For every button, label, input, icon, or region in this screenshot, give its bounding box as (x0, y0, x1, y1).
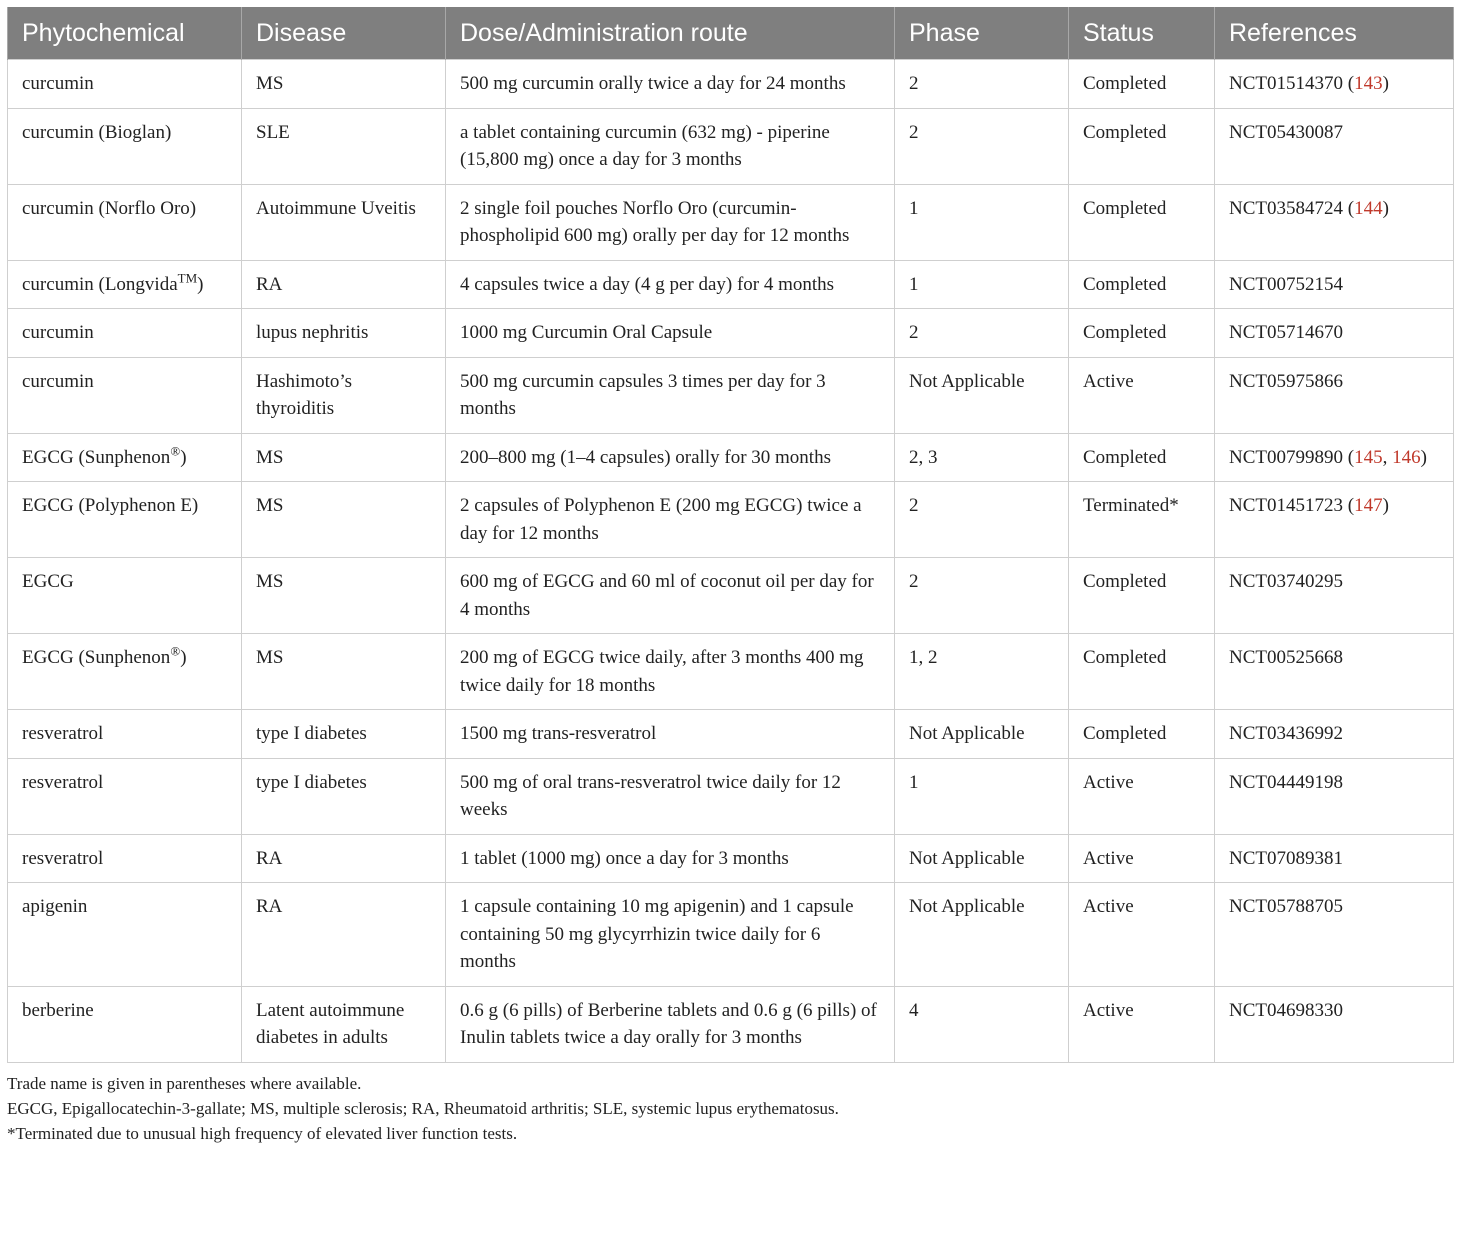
phytochemical-name-suffix: ) (180, 647, 187, 668)
reference-link[interactable]: 145 (1354, 446, 1383, 468)
table-row (8, 184, 1454, 260)
table-row (8, 758, 1454, 834)
cell-disease: RA (242, 834, 446, 883)
cell-dose: 600 mg of EGCG and 60 ml of coconut oil per day for 4 months (446, 558, 895, 634)
trial-id: NCT00525668 (1229, 647, 1343, 668)
cell-references (1215, 883, 1454, 987)
table-row (8, 986, 1454, 1062)
cell-status: Completed (1069, 184, 1215, 260)
cell-phase: Not Applicable (895, 834, 1069, 883)
cell-status: Terminated* (1069, 482, 1215, 558)
cell-phytochemical (8, 883, 242, 987)
phytochemical-name-suffix: ) (197, 273, 204, 295)
trial-id: NCT01514370 (1229, 73, 1343, 94)
table-row (8, 108, 1454, 184)
cell-references (1215, 986, 1454, 1062)
cell-references (1215, 710, 1454, 759)
cell-status: Completed (1069, 260, 1215, 309)
cell-phase: Not Applicable (895, 710, 1069, 759)
table-body (8, 60, 1454, 1063)
cell-status: Completed (1069, 634, 1215, 710)
column-header-phytochemical: Phytochemical (8, 7, 242, 60)
cell-references: NCT03584724 (144) (1215, 184, 1454, 260)
phytochemical-name: curcumin (Longvida (22, 273, 178, 295)
column-header-references: References (1215, 7, 1454, 60)
cell-disease: Latent autoimmune diabetes in adults (242, 986, 446, 1062)
cell-references: NCT01451723 (147) (1215, 482, 1454, 558)
reference-link[interactable]: 144 (1354, 197, 1383, 219)
table-footnotes (7, 1071, 1453, 1146)
phytochemical-name-suffix: ) (180, 446, 187, 468)
cell-references (1215, 834, 1454, 883)
table-row (8, 357, 1454, 433)
cell-status: Completed (1069, 108, 1215, 184)
cell-phase: 1 (895, 184, 1069, 260)
cell-status: Completed (1069, 558, 1215, 634)
trial-id: NCT03740295 (1229, 571, 1343, 592)
footnote: EGCG, Epigallocatechin-3-gallate; MS, multiple sclerosis; RA, Rheumatoid arthritis; SLE, systemic lupus erythematosus. (7, 1098, 839, 1118)
cell-dose: 200–800 mg (1–4 capsules) orally for 30 months (446, 433, 895, 482)
cell-disease: MS (242, 60, 446, 109)
cell-phase: 1, 2 (895, 634, 1069, 710)
trial-id: NCT05714670 (1229, 322, 1343, 343)
cell-dose: 0.6 g (6 pills) of Berberine tablets and 0.6 g (6 pills) of Inulin tablets twice a day orally for 3 months (446, 986, 895, 1062)
cell-dose: 1500 mg trans-resveratrol (446, 710, 895, 759)
cell-dose: 2 capsules of Polyphenon E (200 mg EGCG) twice a day for 12 months (446, 482, 895, 558)
cell-status: Completed (1069, 60, 1215, 109)
trademark-superscript: TM (177, 270, 198, 286)
phytochemical-name: curcumin (22, 322, 94, 343)
cell-phase: 4 (895, 986, 1069, 1062)
cell-references: NCT01514370 (143) (1215, 60, 1454, 109)
phytochemical-name: apigenin (22, 896, 88, 917)
cell-status: Active (1069, 357, 1215, 433)
cell-phase: 2 (895, 482, 1069, 558)
cell-status: Active (1069, 834, 1215, 883)
trial-id: NCT01451723 (1229, 495, 1343, 516)
cell-status: Completed (1069, 309, 1215, 358)
table-row (8, 883, 1454, 987)
trial-id: NCT04449198 (1229, 771, 1343, 793)
phytochemical-name: resveratrol (22, 847, 104, 869)
cell-phase: 2 (895, 60, 1069, 109)
table-row (8, 834, 1454, 883)
header-row (8, 7, 1454, 60)
cell-phytochemical (8, 309, 242, 358)
phytochemical-name: EGCG (Sunphenon (22, 647, 171, 668)
cell-status: Completed (1069, 710, 1215, 759)
cell-dose: 500 mg curcumin capsules 3 times per day for 3 months (446, 357, 895, 433)
reference-link[interactable]: 147 (1354, 495, 1383, 516)
cell-disease: SLE (242, 108, 446, 184)
footnote: *Terminated due to unusual high frequency of elevated liver function tests. (7, 1123, 518, 1143)
cell-status: Active (1069, 758, 1215, 834)
cell-phytochemical (8, 558, 242, 634)
trial-id: NCT00799890 (1229, 446, 1343, 468)
cell-phase: 2 (895, 108, 1069, 184)
cell-dose: 1 tablet (1000 mg) once a day for 3 months (446, 834, 895, 883)
cell-disease: lupus nephritis (242, 309, 446, 358)
cell-phytochemical (8, 986, 242, 1062)
cell-references (1215, 558, 1454, 634)
cell-dose: 1 capsule containing 10 mg apigenin) and 1 capsule containing 50 mg glycyrrhizin twice daily for 6 months (446, 883, 895, 987)
trademark-superscript: ® (170, 643, 181, 659)
cell-references (1215, 357, 1454, 433)
cell-disease: MS (242, 558, 446, 634)
cell-phytochemical (8, 433, 242, 482)
table-row (8, 433, 1454, 482)
cell-references (1215, 634, 1454, 710)
cell-disease: type I diabetes (242, 710, 446, 759)
cell-phytochemical (8, 357, 242, 433)
cell-references: NCT00799890 (145, 146) (1215, 433, 1454, 482)
table-row (8, 309, 1454, 358)
cell-disease: type I diabetes (242, 758, 446, 834)
cell-dose: 2 single foil pouches Norflo Oro (curcumin-phospholipid 600 mg) orally per day for 12 months (446, 184, 895, 260)
cell-disease: RA (242, 883, 446, 987)
trial-id: NCT03584724 (1229, 197, 1343, 219)
cell-phase: Not Applicable (895, 883, 1069, 987)
cell-phytochemical (8, 108, 242, 184)
trademark-superscript: ® (170, 443, 181, 459)
cell-disease: RA (242, 260, 446, 309)
cell-phase: 1 (895, 260, 1069, 309)
phytochemical-name: resveratrol (22, 771, 104, 793)
phytochemical-name: EGCG (Sunphenon (22, 446, 171, 468)
cell-dose: 1000 mg Curcumin Oral Capsule (446, 309, 895, 358)
cell-status: Active (1069, 986, 1215, 1062)
cell-references (1215, 758, 1454, 834)
table-container (7, 7, 1453, 1146)
table-row (8, 60, 1454, 109)
cell-phytochemical (8, 260, 242, 309)
cell-phase: 2, 3 (895, 433, 1069, 482)
trial-id: NCT05975866 (1229, 370, 1343, 392)
cell-phase: 2 (895, 309, 1069, 358)
table-row (8, 634, 1454, 710)
column-header-phase: Phase (895, 7, 1069, 60)
table-row (8, 710, 1454, 759)
cell-phytochemical (8, 184, 242, 260)
phytochemical-name: EGCG (Polyphenon E) (22, 495, 199, 516)
column-header-disease: Disease (242, 7, 446, 60)
footnote: Trade name is given in parentheses where available. (7, 1073, 362, 1093)
phytochemical-name: curcumin (22, 73, 94, 94)
cell-disease: MS (242, 482, 446, 558)
cell-status: Completed (1069, 433, 1215, 482)
phytochemical-name: EGCG (22, 571, 74, 592)
reference-link[interactable]: 143 (1354, 73, 1383, 94)
phytochemical-name: curcumin (22, 370, 94, 392)
cell-phase: 1 (895, 758, 1069, 834)
trial-id: NCT07089381 (1229, 847, 1343, 869)
cell-dose: 200 mg of EGCG twice daily, after 3 months 400 mg twice daily for 18 months (446, 634, 895, 710)
cell-phase: Not Applicable (895, 357, 1069, 433)
clinical-trials-table (7, 7, 1454, 1063)
column-header-status: Status (1069, 7, 1215, 60)
cell-dose: 500 mg curcumin orally twice a day for 24 months (446, 60, 895, 109)
cell-status: Active (1069, 883, 1215, 987)
cell-phytochemical (8, 710, 242, 759)
cell-phytochemical (8, 834, 242, 883)
trial-id: NCT05788705 (1229, 896, 1343, 917)
cell-phase: 2 (895, 558, 1069, 634)
cell-phytochemical (8, 482, 242, 558)
cell-references (1215, 260, 1454, 309)
reference-link[interactable]: 146 (1392, 446, 1421, 468)
trial-id: NCT05430087 (1229, 121, 1343, 143)
cell-disease: Autoimmune Uveitis (242, 184, 446, 260)
table-row (8, 482, 1454, 558)
cell-dose: a tablet containing curcumin (632 mg) - piperine (15,800 mg) once a day for 3 months (446, 108, 895, 184)
phytochemical-name: curcumin (Norflo Oro) (22, 197, 197, 219)
table-row (8, 260, 1454, 309)
cell-phytochemical (8, 60, 242, 109)
cell-disease: MS (242, 433, 446, 482)
cell-dose: 500 mg of oral trans-resveratrol twice daily for 12 weeks (446, 758, 895, 834)
cell-references (1215, 309, 1454, 358)
trial-id: NCT03436992 (1229, 723, 1343, 744)
column-header-dose: Dose/Administration route (446, 7, 895, 60)
cell-phytochemical (8, 634, 242, 710)
cell-dose: 4 capsules twice a day (4 g per day) for 4 months (446, 260, 895, 309)
cell-disease: MS (242, 634, 446, 710)
phytochemical-name: berberine (22, 999, 94, 1021)
cell-references (1215, 108, 1454, 184)
phytochemical-name: curcumin (Bioglan) (22, 121, 172, 143)
trial-id: NCT00752154 (1229, 273, 1343, 295)
cell-disease: Hashimoto’s thyroiditis (242, 357, 446, 433)
cell-phytochemical (8, 758, 242, 834)
phytochemical-name: resveratrol (22, 723, 104, 744)
table-row (8, 558, 1454, 634)
trial-id: NCT04698330 (1229, 999, 1343, 1021)
